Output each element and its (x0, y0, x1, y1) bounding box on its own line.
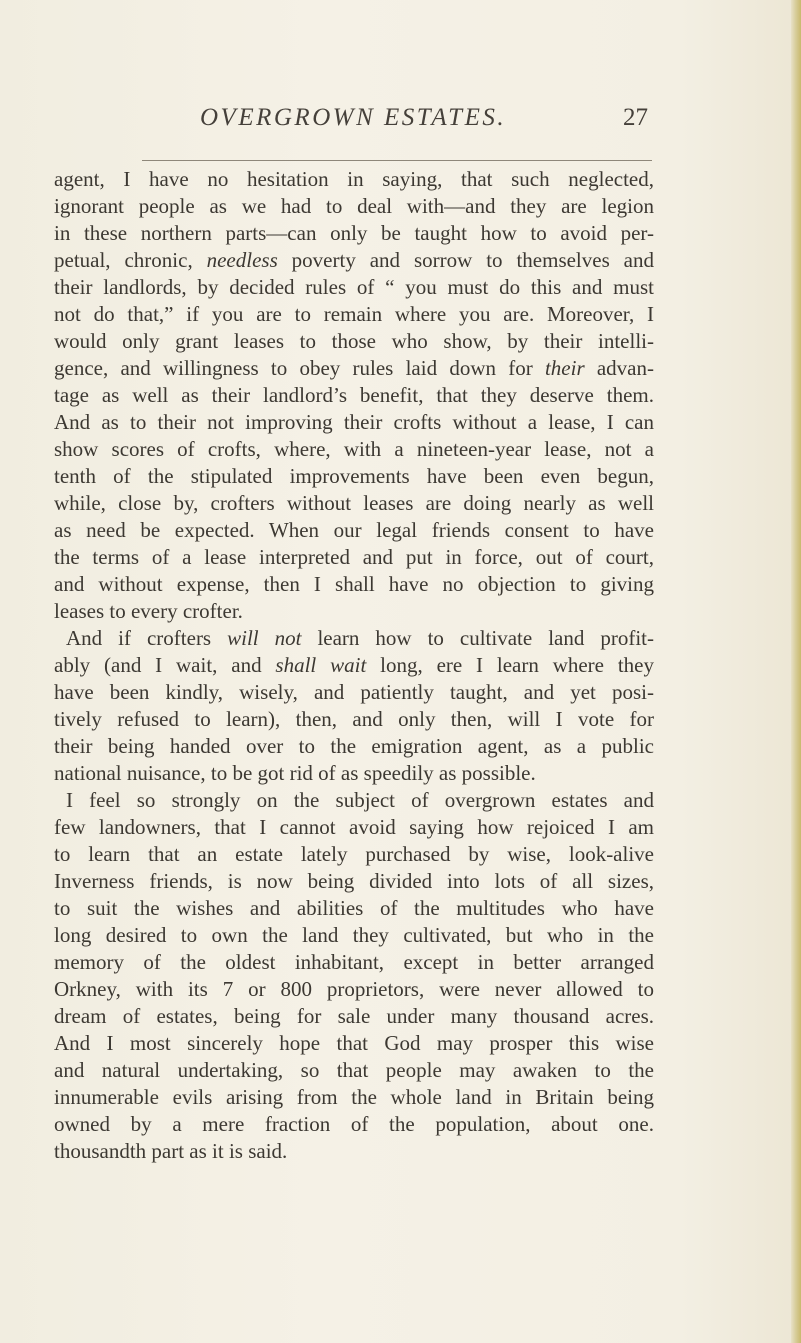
text-line: leases to every crofter. (54, 599, 243, 623)
body-text (54, 166, 654, 1165)
text-line: tenth of the stipulated improvements have been even begun, (54, 464, 654, 488)
text-line: And if crofters will not learn how to cultivate land profit- (66, 626, 654, 650)
text-line: Orkney, with its 7 or 800 proprietors, were never allowed to (54, 977, 654, 1001)
italic-emphasis: will not (227, 626, 302, 650)
text-line: memory of the oldest inhabitant, except in better arranged (54, 950, 654, 974)
text-line: to learn that an estate lately purchased by wise, look-alive (54, 842, 654, 866)
text-line: and without expense, then I shall have no objection to giving (54, 572, 654, 596)
text-line: to suit the wishes and abilities of the multitudes who have (54, 896, 654, 920)
text-line: gence, and willingness to obey rules laid down for their advan- (54, 356, 654, 380)
text-line: the terms of a lease interpreted and put in force, out of court, (54, 545, 654, 569)
page-number: 27 (623, 104, 648, 131)
text-line: long desired to own the land they cultivated, but who in the (54, 923, 654, 947)
text-line: their being handed over to the emigration agent, as a public (54, 734, 654, 758)
text-line: And as to their not improving their crofts without a lease, I can (54, 410, 654, 434)
text-line: innumerable evils arising from the whole land in Britain being (54, 1085, 654, 1109)
text-line: petual, chronic, needless poverty and sorrow to themselves and (54, 248, 654, 272)
text-line: their landlords, by decided rules of “ you must do this and must (54, 275, 654, 299)
text-line: and natural undertaking, so that people may awaken to the (54, 1058, 654, 1082)
text-line: owned by a mere fraction of the population, about one. (54, 1112, 654, 1136)
text-line: national nuisance, to be got rid of as speedily as possible. (54, 761, 536, 785)
text-line: ignorant people as we had to deal with—and they are legion (54, 194, 654, 218)
text-line: agent, I have no hesitation in saying, that such neglected, (54, 167, 654, 191)
text-line: tage as well as their landlord’s benefit, that they deserve them. (54, 383, 654, 407)
text-line: ably (and I wait, and shall wait long, ere I learn where they (54, 653, 654, 677)
text-line: while, close by, crofters without leases are doing nearly as well (54, 491, 654, 515)
italic-emphasis: needless (206, 248, 278, 272)
running-head: OVERGROWN ESTATES. (200, 104, 507, 131)
text-line: tively refused to learn), then, and only then, will I vote for (54, 707, 654, 731)
text-line: dream of estates, being for sale under many thousand acres. (54, 1004, 654, 1028)
text-line: in these northern parts—can only be taught how to avoid per- (54, 221, 654, 245)
text-line: as need be expected. When our legal friends consent to have (54, 518, 654, 542)
text-line: thousandth part as it is said. (54, 1139, 288, 1163)
text-line: have been kindly, wisely, and patiently taught, and yet posi- (54, 680, 654, 704)
page-header (62, 104, 654, 144)
text-line: show scores of crofts, where, with a nineteen-year lease, not a (54, 437, 654, 461)
italic-emphasis: shall wait (275, 653, 367, 677)
text-line: would only grant leases to those who show, by their intelli- (54, 329, 654, 353)
text-line: few landowners, that I cannot avoid saying how rejoiced I am (54, 815, 654, 839)
header-rule (142, 160, 652, 161)
text-line: not do that,” if you are to remain where you are. Moreover, I (54, 302, 654, 326)
text-line: I feel so strongly on the subject of overgrown estates and (66, 788, 654, 812)
page-edge (791, 0, 801, 1343)
text-line: And I most sincerely hope that God may prosper this wise (54, 1031, 654, 1055)
text-line: Inverness friends, is now being divided into lots of all sizes, (54, 869, 654, 893)
italic-emphasis: their (544, 356, 585, 380)
